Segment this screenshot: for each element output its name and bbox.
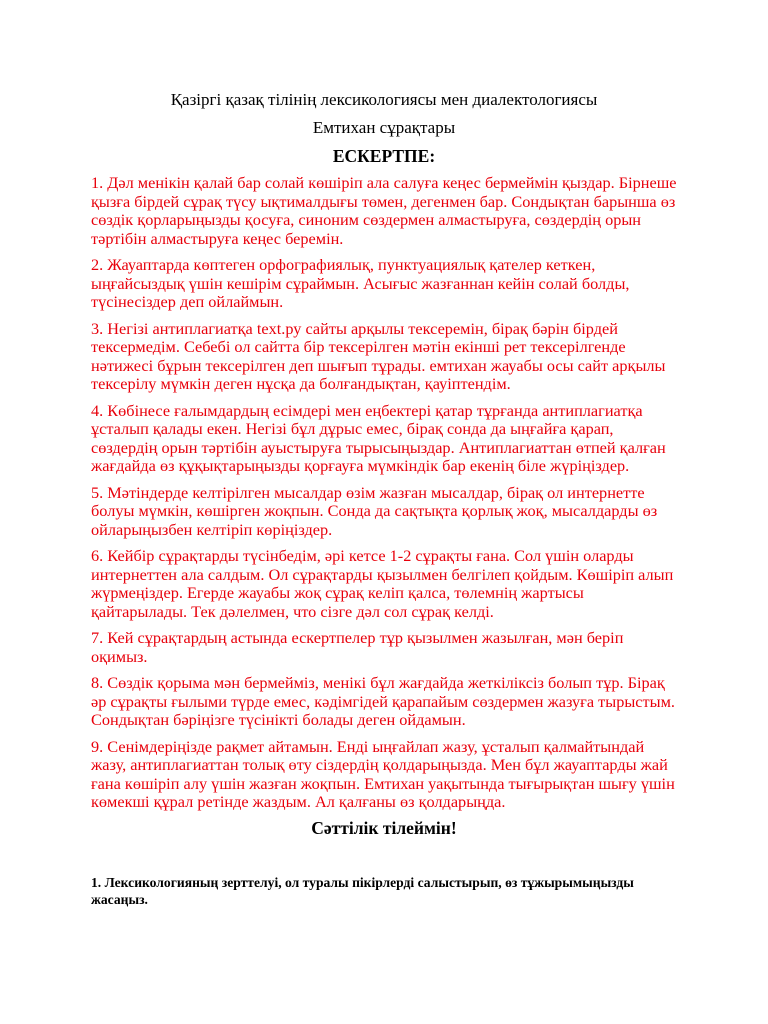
note-item: 1. Дәл менікін қалай бар солай көшіріп ала салуға кеңес бермеймін қыздар. Бірнеше қызға бірдей сұрақ түсу ықтималдығы төмен, дегенмен бар. Сондықтан барынша өз сөздік қорларыңызды қосуға, синоним сөздермен алмастыруға, сөздердің орын тәртібін алмастыруға кеңес беремін.	[91, 173, 677, 248]
note-item: 4. Көбінесе ғалымдардың есімдері мен еңбектері қатар тұрғанда антиплагиатқа ұсталып қалады екен. Негізі бұл дұрыс емес, бірақ сонда да ыңғайға қарап, сөздердің орын тәртібін ауыстыруға тырысыңыздар. Антиплагиаттан өтпей қалған жағдайда өз құқықтарыңызды қорғауға мүмкіндік бар екенің біле жүріңіздер.	[91, 400, 666, 475]
note-item: 6. Кейбір сұрақтарды түсінбедім, әрі кетсе 1-2 сұрақты ғана. Сол үшін оларды интернеттен ала салдым. Ол сұрақтарды қызылмен белгілеп қойдым. Көшіріп алып жүрмеңіздер. Егерде жауабы жоқ сұрақ келіп қалса, төлемнің жартысы қайтарылады. Тек дәлелмен, что сізге дәл сол сұрақ келді.	[91, 546, 674, 621]
note-item: 7. Кей сұрақтардың астында ескертпелер тұр қызылмен жазылған, мән беріп оқимыз.	[91, 628, 624, 666]
note-item: 2. Жауаптарда көптеген орфографиялық, пунктуациялық қателер кеткен, ыңғайсыздық үшін кешірім сұраймын. Асығыс жазғаннан кейін солай болды, түсінесіздер деп ойлаймын.	[91, 255, 630, 311]
note-item: 5. Мәтіндерде келтірілген мысалдар өзім жазған мысалдар, бірақ ол интернетте болуы мүмкін, көшірген жоқпын. Сонда да сақтықта қорлық жоқ, мысалдарды өз ойларыңызбен келтіріп көріңіздер.	[91, 482, 658, 539]
closing-line: Сәттілік тілеймін!	[311, 818, 457, 838]
note-item: 9. Сенімдеріңізде рақмет айтамын. Енді ыңғайлап жазу, ұсталып қалмайтындай жазу, антиплагиаттан толық өту сіздердің қолдарыңызда. Мен бұл жауаптарды жай ғана көшіріп алу үшін жазған жоқпын. Емтихан уақытында тығырықтан шығу үшін көмекші құрал ретінде жаздым. Ал қалғаны өз қолдарыңда.	[91, 736, 675, 811]
question-heading: 1. Лексикологияның зерттелуі, ол туралы пікірлерді салыстырып, өз тұжырымыңызды жасаңыз.	[91, 875, 634, 907]
note-item: 8. Сөздік қорыма мән бермейміз, менікі бұл жағдайда жеткіліксіз болып тұр. Бірақ әр сұрақты ғылыми түрде емес, кәдімгідей қарапайым сөздермен жазуға тырыстым. Сондықтан бәріңізге түсінікті болады деген ойдамын.	[91, 673, 675, 729]
notes-list	[91, 174, 683, 820]
note-item: 3. Негізі антиплагиатқа text.ру сайты арқылы тексеремін, бірақ бәрін бірдей тексермедім. Себебі ол сайтта бір тексерілген мәтін екінші рет тексерілгенде нәтижесі бұрын тексерілген деп шығып тұрады. емтихан жауабы осы сайт арқылы тексерілу мүмкін деген нұсқа да болғандықтан, қауіптендім.	[91, 318, 666, 393]
document-subtitle: Емтихан сұрақтары	[312, 118, 456, 137]
notice-heading: ЕСКЕРТПЕ:	[332, 146, 436, 166]
document-title: Қазіргі қазақ тілінің лексикологиясы мен диалектологиясы	[170, 90, 598, 109]
